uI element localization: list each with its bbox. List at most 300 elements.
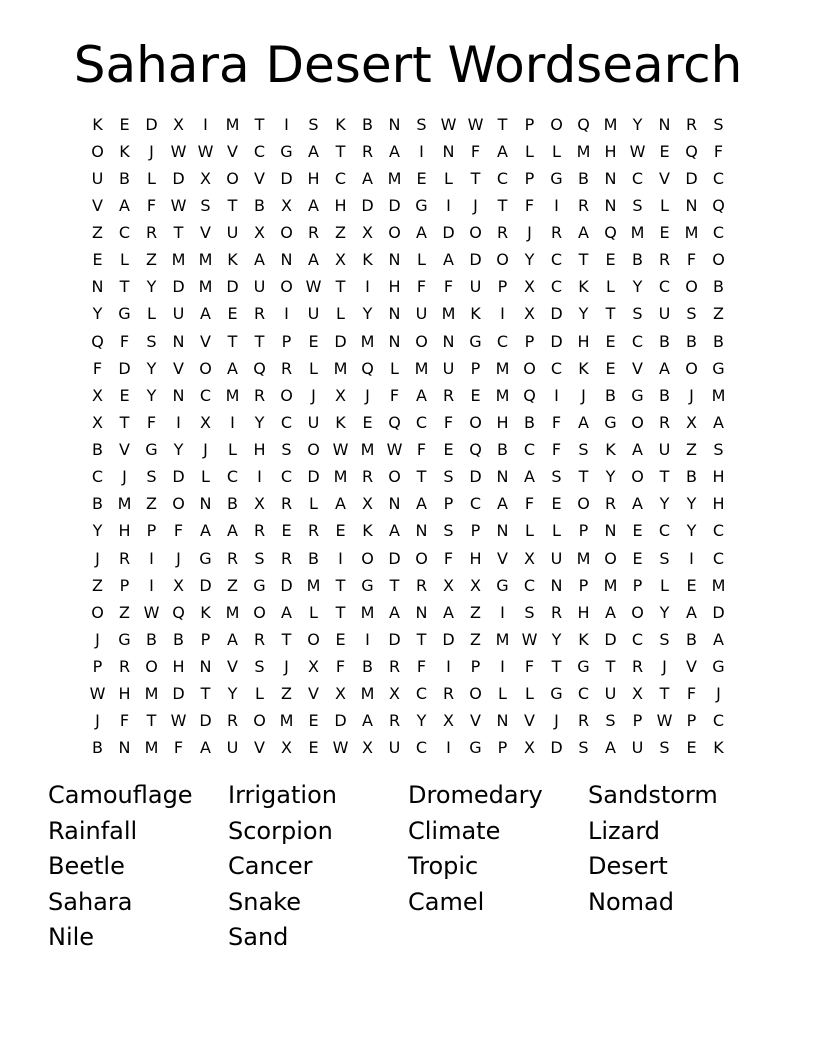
grid-letter: O xyxy=(91,602,104,622)
grid-letter: C xyxy=(658,521,671,541)
grid-letter: G xyxy=(145,440,158,460)
word-list-item: Sand xyxy=(228,923,289,951)
word-list-item: Desert xyxy=(588,852,668,880)
grid-letter: U xyxy=(415,304,428,324)
grid-letter: S xyxy=(686,304,697,324)
grid-letter: B xyxy=(146,629,157,649)
grid-letter: N xyxy=(604,168,617,188)
grid-letter: O xyxy=(172,494,185,514)
grid-row xyxy=(84,328,732,355)
grid-letter: V xyxy=(227,657,238,677)
grid-letter: N xyxy=(280,250,293,270)
grid-letter: B xyxy=(227,494,238,514)
grid-letter: E xyxy=(551,494,562,514)
grid-letter: O xyxy=(631,602,644,622)
grid-letter: Q xyxy=(523,385,536,405)
grid-letter: S xyxy=(659,738,670,758)
grid-letter: Z xyxy=(335,223,346,243)
grid-letter: F xyxy=(92,358,103,378)
grid-letter: V xyxy=(227,141,238,161)
grid-letter: Y xyxy=(92,304,103,324)
grid-letter: B xyxy=(524,412,535,432)
grid-letter: O xyxy=(685,358,698,378)
grid-letter: Z xyxy=(470,602,481,622)
grid-letter: P xyxy=(200,629,211,649)
grid-letter: G xyxy=(550,168,563,188)
grid-letter: M xyxy=(279,711,294,731)
grid-letter: S xyxy=(308,114,319,134)
grid-letter: Y xyxy=(524,250,535,270)
grid-letter: T xyxy=(335,277,346,297)
grid-letter: X xyxy=(443,711,454,731)
grid-letter: P xyxy=(119,575,130,595)
grid-letter: O xyxy=(415,548,428,568)
grid-letter: C xyxy=(415,738,428,758)
grid-letter: T xyxy=(173,223,184,243)
grid-letter: U xyxy=(91,168,104,188)
grid-letter: K xyxy=(335,412,346,432)
grid-letter: I xyxy=(365,277,370,297)
grid-letter: M xyxy=(360,440,375,460)
grid-letter: K xyxy=(92,114,103,134)
grid-letter: B xyxy=(173,629,184,649)
grid-letter: O xyxy=(361,548,374,568)
word-list-item: Nile xyxy=(48,923,95,951)
grid-letter: H xyxy=(712,494,725,514)
grid-letter: M xyxy=(360,684,375,704)
grid-letter: P xyxy=(497,277,508,297)
grid-letter: D xyxy=(712,602,725,622)
grid-letter: D xyxy=(280,575,293,595)
grid-letter: Е xyxy=(335,521,346,541)
grid-letter: N xyxy=(658,114,671,134)
grid-letter: X xyxy=(173,114,184,134)
grid-letter: X xyxy=(335,250,346,270)
grid-row xyxy=(84,192,732,219)
grid-letter: M xyxy=(603,114,618,134)
grid-letter: J xyxy=(527,223,532,243)
grid-letter: Y xyxy=(686,521,697,541)
grid-letter: U xyxy=(307,304,320,324)
grid-letter: H xyxy=(118,684,131,704)
grid-letter: H xyxy=(118,521,131,541)
grid-letter: F xyxy=(686,684,697,704)
word-list-item: Scorpion xyxy=(228,816,333,845)
grid-letter: X xyxy=(92,385,103,405)
word-list-item: Tropic xyxy=(408,852,479,880)
grid-letter: A xyxy=(713,629,724,649)
word-list-item: Cancer xyxy=(228,852,313,880)
grid-letter: U xyxy=(469,277,482,297)
grid-letter: P xyxy=(686,711,697,731)
grid-letter: F xyxy=(551,440,562,460)
grid-letter: X xyxy=(200,412,211,432)
grid-letter: S xyxy=(659,629,670,649)
grid-letter: D xyxy=(469,250,482,270)
grid-letter: F xyxy=(686,250,697,270)
page-title: Sahara Desert Wordsearch xyxy=(73,36,743,94)
grid-letter: L xyxy=(498,684,507,704)
grid-letter: U xyxy=(226,223,239,243)
grid-letter: D xyxy=(469,467,482,487)
grid-letter: A xyxy=(281,602,292,622)
grid-letter: O xyxy=(91,141,104,161)
grid-letter: E xyxy=(659,141,670,161)
grid-letter: O xyxy=(307,440,320,460)
grid-letter: V xyxy=(659,168,670,188)
grid-letter: P xyxy=(146,521,157,541)
grid-letter: A xyxy=(362,168,373,188)
word-list-item: Camel xyxy=(408,887,485,916)
grid-letter: E xyxy=(308,331,319,351)
grid-letter: S xyxy=(200,195,211,215)
grid-letter: E xyxy=(92,250,103,270)
grid-letter: T xyxy=(416,629,427,649)
grid-letter: H xyxy=(469,548,482,568)
grid-letter: Y xyxy=(632,114,643,134)
grid-letter: Y xyxy=(632,277,643,297)
grid-letter: L xyxy=(255,684,264,704)
grid-letter: A xyxy=(335,494,346,514)
grid-letter: R xyxy=(685,114,698,134)
grid-letter: I xyxy=(446,195,451,215)
grid-letter: S xyxy=(416,114,427,134)
grid-letter: I xyxy=(365,629,370,649)
grid-letter: S xyxy=(713,114,724,134)
grid-letter: A xyxy=(200,738,211,758)
grid-letter: T xyxy=(497,114,508,134)
grid-letter: M xyxy=(225,114,240,134)
grid-letter: P xyxy=(470,521,481,541)
grid-letter: A xyxy=(362,711,373,731)
grid-letter: U xyxy=(658,440,671,460)
word-list-item: Irrigation xyxy=(228,781,337,809)
grid-letter: C xyxy=(469,494,482,514)
grid-letter: F xyxy=(524,494,535,514)
grid-letter: F xyxy=(173,521,184,541)
grid-letter: H xyxy=(334,195,347,215)
word-list-item: Rainfall xyxy=(48,816,138,845)
grid-letter: B xyxy=(686,629,697,649)
grid-letter: V xyxy=(524,711,535,731)
grid-letter: A xyxy=(200,304,211,324)
grid-letter: C xyxy=(496,331,509,351)
grid-letter: G xyxy=(469,738,482,758)
grid-letter: X xyxy=(173,575,184,595)
grid-letter: R xyxy=(226,711,239,731)
grid-row xyxy=(84,708,732,735)
grid-letter: B xyxy=(119,168,130,188)
grid-letter: R xyxy=(442,385,455,405)
grid-letter: J xyxy=(122,467,127,487)
grid-letter: E xyxy=(470,385,481,405)
grid-letter: R xyxy=(280,358,293,378)
grid-letter: D xyxy=(199,711,212,731)
grid-letter: C xyxy=(658,277,671,297)
grid-letter: S xyxy=(605,711,616,731)
grid-letter: P xyxy=(524,168,535,188)
grid-letter: F xyxy=(524,657,535,677)
grid-letter: T xyxy=(497,195,508,215)
word-list-item: Lizard xyxy=(588,816,661,845)
grid-row xyxy=(84,654,732,681)
grid-letter: T xyxy=(335,602,346,622)
grid-letter: J xyxy=(149,141,154,161)
grid-letter: D xyxy=(685,168,698,188)
grid-letter: S xyxy=(524,602,535,622)
grid-letter: N xyxy=(415,602,428,622)
grid-letter: O xyxy=(469,412,482,432)
grid-letter: C xyxy=(631,168,644,188)
grid-letter: N xyxy=(604,195,617,215)
grid-letter: S xyxy=(659,548,670,568)
grid-letter: O xyxy=(577,494,590,514)
grid-letter: B xyxy=(92,494,103,514)
grid-letter: J xyxy=(95,629,100,649)
grid-row xyxy=(84,165,732,192)
grid-letter: C xyxy=(523,575,536,595)
grid-letter: Q xyxy=(388,412,401,432)
grid-letter: E xyxy=(686,738,697,758)
grid-letter: T xyxy=(578,250,589,270)
grid-letter: H xyxy=(172,657,185,677)
grid-letter: D xyxy=(226,277,239,297)
grid-letter: B xyxy=(659,385,670,405)
grid-letter: M xyxy=(144,684,159,704)
grid-letter: Z xyxy=(92,575,103,595)
grid-letter: R xyxy=(145,223,158,243)
grid-letter: O xyxy=(199,358,212,378)
grid-letter: A xyxy=(443,602,454,622)
grid-letter: M xyxy=(360,331,375,351)
grid-letter: F xyxy=(146,412,157,432)
grid-letter: R xyxy=(388,711,401,731)
grid-letter: M xyxy=(414,358,429,378)
grid-letter: Q xyxy=(685,141,698,161)
grid-letter: V xyxy=(200,223,211,243)
grid-letter: T xyxy=(605,304,616,324)
grid-letter: G xyxy=(631,385,644,405)
grid-letter: I xyxy=(338,548,343,568)
grid-letter: A xyxy=(389,602,400,622)
grid-letter: J xyxy=(581,385,586,405)
grid-letter: L xyxy=(552,141,561,161)
grid-letter: B xyxy=(362,114,373,134)
grid-letter: M xyxy=(333,358,348,378)
grid-letter: M xyxy=(306,575,321,595)
grid-letter: E xyxy=(308,711,319,731)
grid-letter: Y xyxy=(578,304,589,324)
grid-letter: Y xyxy=(605,467,616,487)
grid-letter: L xyxy=(228,440,237,460)
grid-letter: M xyxy=(711,385,726,405)
grid-letter: Y xyxy=(416,711,427,731)
grid-letter: Y xyxy=(227,684,238,704)
grid-letter: L xyxy=(336,304,345,324)
grid-letter: U xyxy=(253,277,266,297)
grid-letter: E xyxy=(632,521,643,541)
grid-letter: T xyxy=(254,331,265,351)
grid-letter: U xyxy=(172,304,185,324)
grid-letter: F xyxy=(713,141,724,161)
grid-letter: T xyxy=(551,657,562,677)
grid-letter: C xyxy=(550,250,563,270)
grid-letter: A xyxy=(497,494,508,514)
grid-letter: J xyxy=(662,657,667,677)
grid-letter: Y xyxy=(254,412,265,432)
grid-letter: I xyxy=(284,304,289,324)
grid-letter: P xyxy=(524,331,535,351)
grid-letter: R xyxy=(550,602,563,622)
grid-letter: M xyxy=(684,223,699,243)
grid-letter: N xyxy=(172,385,185,405)
grid-letter: R xyxy=(496,223,509,243)
grid-letter: I xyxy=(554,195,559,215)
grid-letter: D xyxy=(172,684,185,704)
grid-letter: W xyxy=(89,684,106,704)
grid-letter: F xyxy=(335,657,346,677)
grid-letter: C xyxy=(550,358,563,378)
grid-letter: N xyxy=(550,575,563,595)
grid-letter: B xyxy=(308,548,319,568)
grid-letter: C xyxy=(226,467,239,487)
grid-letter: A xyxy=(497,141,508,161)
grid-letter: O xyxy=(280,223,293,243)
grid-letter: N xyxy=(685,195,698,215)
grid-letter: I xyxy=(446,657,451,677)
grid-letter: N xyxy=(388,114,401,134)
grid-row xyxy=(84,545,732,572)
grid-row xyxy=(84,220,732,247)
grid-letter: Y xyxy=(659,602,670,622)
grid-letter: K xyxy=(227,250,238,270)
grid-letter: E xyxy=(686,575,697,595)
grid-letter: R xyxy=(118,548,131,568)
grid-letter: S xyxy=(254,548,265,568)
grid-letter: T xyxy=(578,467,589,487)
grid-letter: F xyxy=(443,548,454,568)
grid-letter: U xyxy=(631,738,644,758)
grid-letter: C xyxy=(199,385,212,405)
grid-letter: W xyxy=(656,711,673,731)
grid-letter: J xyxy=(176,548,181,568)
grid-letter: X xyxy=(335,385,346,405)
grid-letter: Q xyxy=(469,440,482,460)
grid-letter: D xyxy=(172,168,185,188)
grid-letter: U xyxy=(388,738,401,758)
grid-letter: J xyxy=(203,440,208,460)
grid-row xyxy=(84,491,732,518)
word-list-item: Beetle xyxy=(48,852,125,880)
grid-row xyxy=(84,111,732,138)
grid-letter: O xyxy=(280,277,293,297)
grid-letter: I xyxy=(689,548,694,568)
grid-letter: Z xyxy=(470,629,481,649)
grid-letter: L xyxy=(309,358,318,378)
grid-row xyxy=(84,626,732,653)
grid-letter: Y xyxy=(146,358,157,378)
grid-letter: P xyxy=(470,358,481,378)
grid-letter: M xyxy=(576,141,591,161)
grid-letter: U xyxy=(226,738,239,758)
grid-letter: D xyxy=(442,223,455,243)
grid-letter: X xyxy=(200,168,211,188)
grid-letter: X xyxy=(362,738,373,758)
grid-letter: U xyxy=(604,684,617,704)
grid-letter: G xyxy=(199,548,212,568)
grid-letter: T xyxy=(281,629,292,649)
grid-letter: X xyxy=(389,684,400,704)
grid-letter: X xyxy=(254,223,265,243)
grid-letter: R xyxy=(280,548,293,568)
grid-letter: W xyxy=(197,141,214,161)
grid-letter: A xyxy=(308,195,319,215)
grid-row xyxy=(84,382,732,409)
grid-letter: R xyxy=(631,657,644,677)
word-list-item: Sandstorm xyxy=(588,781,718,809)
grid-letter: F xyxy=(551,412,562,432)
word-list-item: Nomad xyxy=(588,887,674,916)
grid-letter: H xyxy=(253,440,266,460)
grid-letter: A xyxy=(416,223,427,243)
grid-letter: A xyxy=(443,250,454,270)
grid-letter: M xyxy=(495,385,510,405)
grid-letter: B xyxy=(605,385,616,405)
grid-letter: X xyxy=(443,575,454,595)
grid-letter: X xyxy=(362,494,373,514)
grid-letter: J xyxy=(95,711,100,731)
grid-letter: N xyxy=(496,711,509,731)
grid-letter: L xyxy=(606,277,615,297)
grid-letter: P xyxy=(578,521,589,541)
grid-letter: T xyxy=(605,657,616,677)
grid-letter: Z xyxy=(713,304,724,324)
grid-letter: R xyxy=(415,575,428,595)
grid-letter: G xyxy=(415,195,428,215)
grid-letter: V xyxy=(200,331,211,351)
grid-letter: P xyxy=(632,575,643,595)
grid-letter: C xyxy=(712,548,725,568)
grid-letter: E xyxy=(119,114,130,134)
grid-letter: E xyxy=(632,548,643,568)
grid-letter: J xyxy=(311,385,316,405)
grid-letter: B xyxy=(632,250,643,270)
grid-letter: W xyxy=(386,440,403,460)
grid-letter: T xyxy=(416,467,427,487)
grid-letter: O xyxy=(388,223,401,243)
grid-letter: R xyxy=(658,250,671,270)
grid-letter: G xyxy=(496,575,509,595)
grid-letter: D xyxy=(280,168,293,188)
grid-letter: F xyxy=(146,195,157,215)
grid-letter: M xyxy=(225,385,240,405)
grid-letter: C xyxy=(712,223,725,243)
grid-letter: X xyxy=(281,738,292,758)
grid-letter: X xyxy=(686,412,697,432)
grid-letter: Y xyxy=(92,521,103,541)
word-list-item: Sahara xyxy=(48,887,133,916)
grid-letter: L xyxy=(444,168,453,188)
grid-letter: K xyxy=(578,358,589,378)
grid-letter: X xyxy=(362,223,373,243)
grid-letter: F xyxy=(416,277,427,297)
grid-letter: J xyxy=(716,684,721,704)
grid-letter: Y xyxy=(146,277,157,297)
grid-letter: Y xyxy=(362,304,373,324)
grid-letter: M xyxy=(144,738,159,758)
grid-letter: Y xyxy=(551,629,562,649)
grid-letter: J xyxy=(473,195,478,215)
